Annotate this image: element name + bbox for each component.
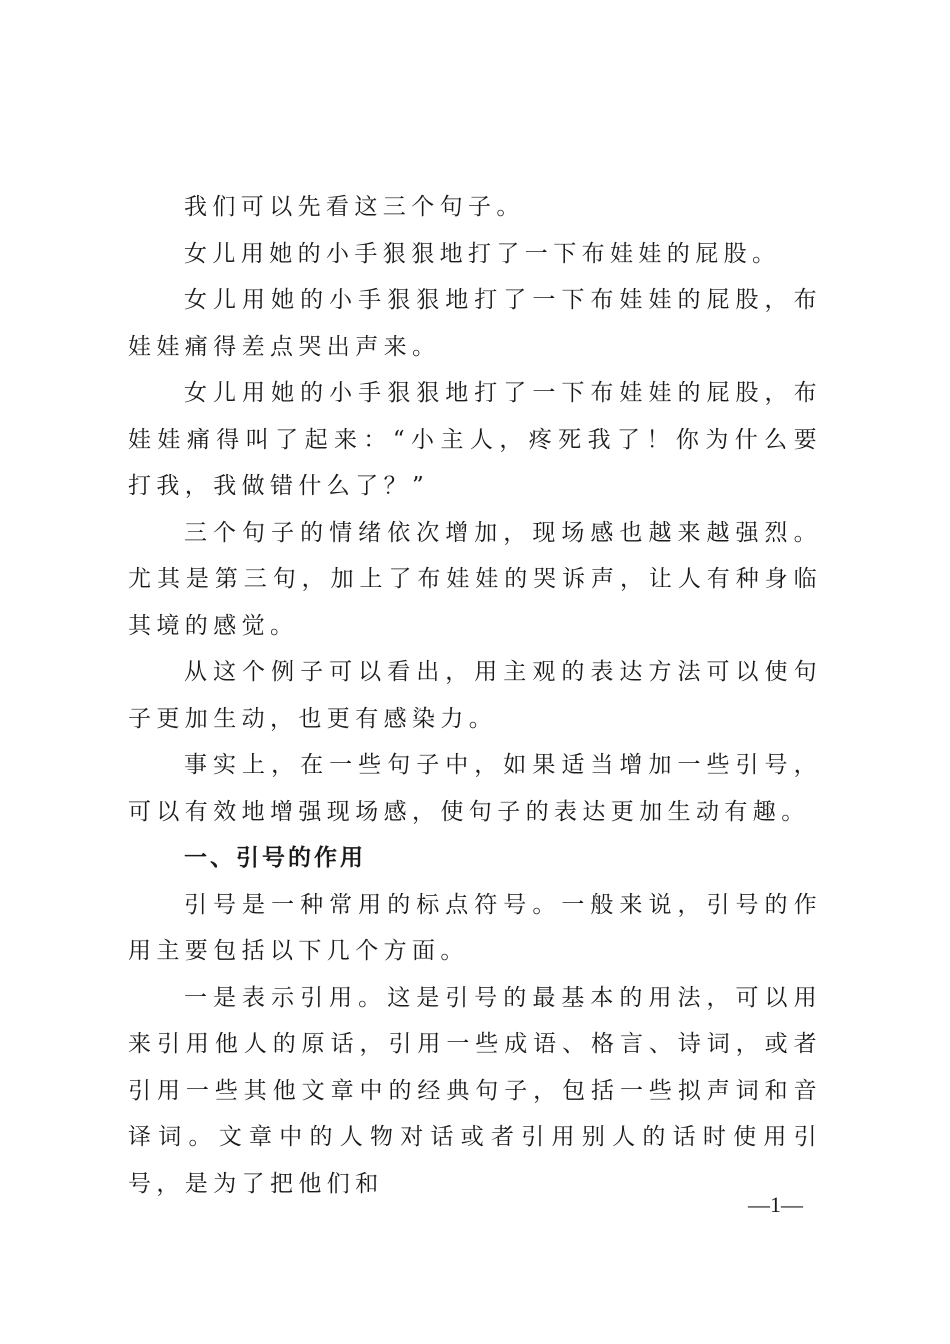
document-body xyxy=(128,184,822,1207)
paragraph: 女儿用她的小手狠狠地打了一下布娃娃的屁股，布娃娃痛得叫了起来：“小主人，疼死我了！你为什么要打我，我做错什么了？” xyxy=(128,380,822,499)
paragraph: 三个句子的情绪依次增加，现场感也越来越强烈。尤其是第三句，加上了布娃娃的哭诉声，让人有种身临其境的感觉。 xyxy=(128,519,822,639)
paragraph: 我们可以先看这三个句子。 xyxy=(184,194,525,220)
paragraph: 女儿用她的小手狠狠地打了一下布娃娃的屁股，布娃娃痛得差点哭出声来。 xyxy=(128,287,822,360)
paragraph: 事实上，在一些句子中，如果适当增加一些引号，可以有效地增强现场感，使句子的表达更加生动有趣。 xyxy=(128,752,822,825)
page-number: —1— xyxy=(748,1192,803,1217)
paragraph: 从这个例子可以看出，用主观的表达方法可以使句子更加生动，也更有感染力。 xyxy=(128,659,822,732)
section-heading: 一、引号的作用 xyxy=(184,845,366,871)
paragraph: 女儿用她的小手狠狠地打了一下布娃娃的屁股。 xyxy=(184,240,781,267)
paragraph: 引号是一种常用的标点符号。一般来说，引号的作用主要包括以下几个方面。 xyxy=(128,891,822,964)
paragraph: 一是表示引用。这是引号的最基本的用法，可以用来引用他人的原话，引用一些成语、格言、诗词，或者引用一些其他文章中的经典句子，包括一些拟声词和音译词。文章中的人物对话或者引用别人的话时使用引号，是为了把他们和 xyxy=(128,984,822,1197)
